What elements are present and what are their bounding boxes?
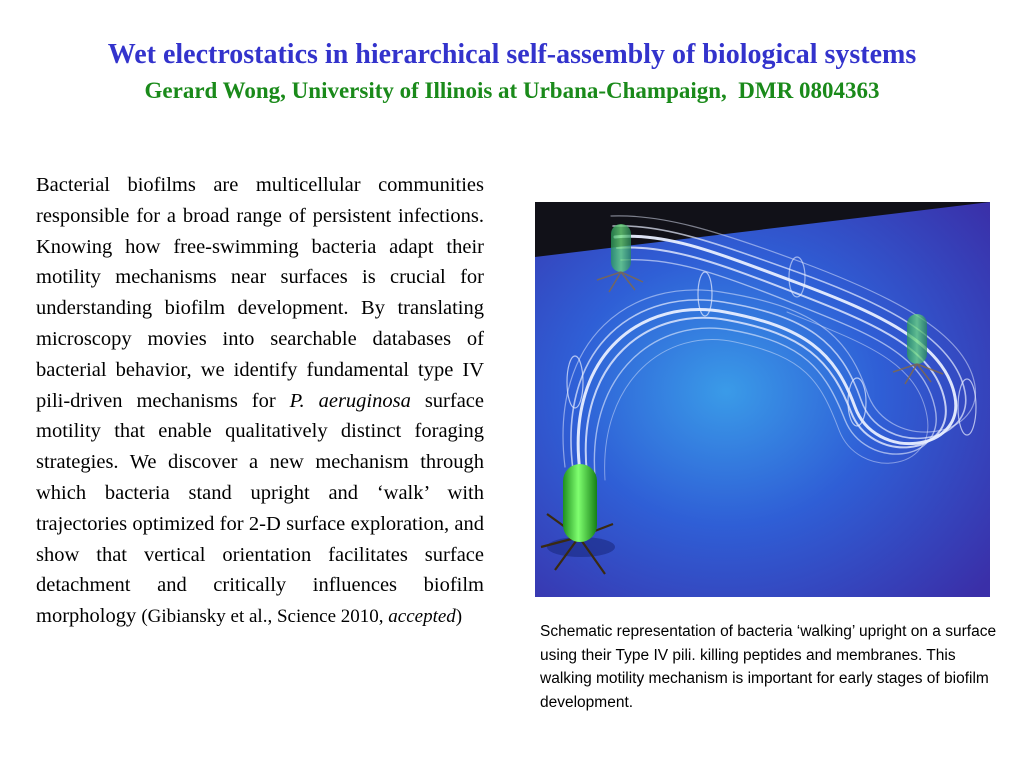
citation xyxy=(141,606,462,627)
figure-illustration xyxy=(535,202,990,597)
figure-caption: Schematic representation of bacteria ‘walking’ upright on a surface using their Type IV pili. killing peptides and membranes. This walking motility mechanism is important for early stages of biofilm development. xyxy=(540,623,997,711)
body-text-end: surface motility that enable qualitatively distinct foraging strategies. We discover a new mechanism through which bacteria stand upright and ‘walk’ with trajectories optimized for 2-D surface exploration, and show that vertical orientation facilitates surface detachment and critically influences biofilm morphology xyxy=(36,389,484,628)
walking-bacteria-figure xyxy=(535,202,990,597)
citation-status: accepted xyxy=(388,606,456,628)
species-name: P. aeruginosa xyxy=(289,389,411,412)
citation-open: (Gibiansky et al., Science 2010, xyxy=(141,606,389,628)
slide-subtitle: Gerard Wong, University of Illinois at Urbana-Champaign, DMR 0804363 xyxy=(144,78,880,103)
body-text-start: Bacterial biofilms are multicellular communities responsible for a broad range of persistent infections. Knowing how free-swimming bacteria adapt their motility mechanisms near surfaces is crucial for understanding biofilm development. By translating microscopy movies into searchable databases of bacterial behavior, we identify fundamental type IV pili-driven mechanisms for xyxy=(36,174,484,412)
citation-close: ) xyxy=(455,606,463,628)
body-paragraph xyxy=(36,170,484,633)
slide-title: Wet electrostatics in hierarchical self-assembly of biological systems xyxy=(107,39,917,70)
